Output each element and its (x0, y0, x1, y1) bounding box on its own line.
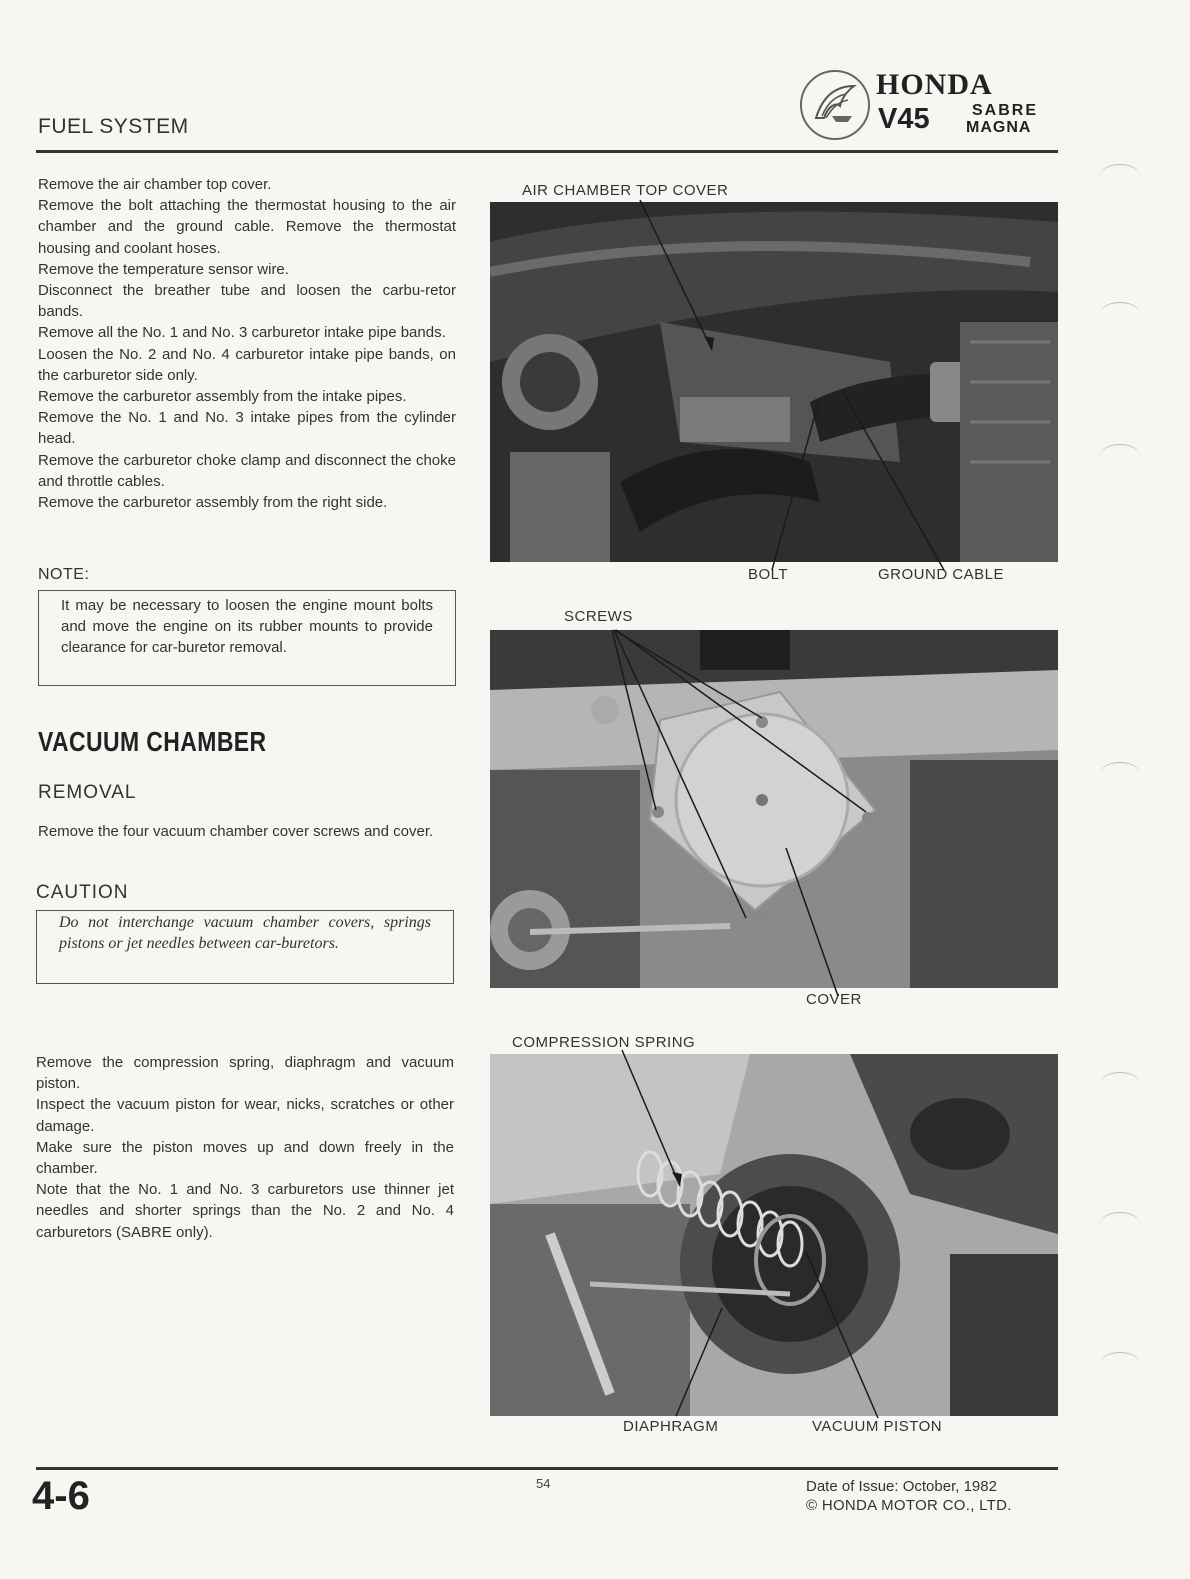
variant-magna: MAGNA (966, 119, 1032, 136)
section-title: FUEL SYSTEM (38, 115, 189, 138)
step-text: Remove the compression spring, diaphragm and vacuum piston. (36, 1054, 454, 1093)
step-text: Remove the No. 1 and No. 3 intake pipes from the cylinder head. (38, 409, 456, 448)
removal-steps (38, 174, 456, 513)
punch-hole-mark (1100, 444, 1140, 467)
step-text: Remove the carburetor choke clamp and disconnect the choke and throttle cables. (38, 451, 456, 490)
vacuum-chamber-cover-photo (490, 630, 1058, 988)
note-box (38, 590, 456, 686)
punch-hole-mark (1100, 1352, 1140, 1375)
step-text: Make sure the piston moves up and down freely in the chamber. (36, 1138, 454, 1178)
compression-spring-photo (490, 1054, 1058, 1416)
removal-text: Remove the four vacuum chamber cover screws and cover. (38, 823, 434, 840)
caution-label: CAUTION (36, 882, 129, 903)
header-rule (36, 150, 1058, 153)
copyright: © HONDA MOTOR CO., LTD. (806, 1497, 1012, 1514)
variant-sabre: SABRE (972, 102, 1039, 119)
label-air-chamber-top-cover: AIR CHAMBER TOP COVER (522, 182, 729, 199)
step-text: Remove all the No. 1 and No. 3 carburetor intake pipe bands. (38, 324, 446, 342)
punch-hole-mark (1100, 1072, 1140, 1095)
punch-hole-mark (1100, 1212, 1140, 1235)
label-vacuum-piston: VACUUM PISTON (812, 1418, 943, 1435)
note-label: NOTE: (38, 566, 90, 583)
caution-box (36, 910, 454, 984)
step-text: Disconnect the breather tube and loosen the carbu-retor bands. (38, 282, 456, 321)
step-text: Inspect the vacuum piston for wear, nicks, scratches or other damage. (36, 1096, 454, 1135)
step-text: Remove the bolt attaching the thermostat housing to the air chamber and the ground cable. Remove the thermostat housing and coolant hoses. (38, 197, 456, 257)
page-number: 54 (536, 1476, 551, 1491)
date-of-issue: Date of Issue: October, 1982 (806, 1478, 997, 1495)
label-cover: COVER (806, 991, 862, 1008)
label-diaphragm: DIAPHRAGM (623, 1418, 719, 1435)
punch-hole-mark (1100, 302, 1140, 325)
note-text: It may be necessary to loosen the engine mount bolts and move the engine on its rubber mounts to provide clearance for car-buretor removal. (61, 597, 433, 657)
step-text: Remove the carburetor assembly from the intake pipes. (38, 388, 407, 406)
sub-heading: REMOVAL (38, 782, 137, 803)
air-chamber-photo (490, 202, 1058, 562)
step-text: Note that the No. 1 and No. 3 carburetors use thinner jet needles and shorter springs than the No. 2 and No. 4 carburetors (SABRE only). (36, 1181, 454, 1241)
step-text: Remove the air chamber top cover. (38, 176, 272, 193)
label-ground-cable: GROUND CABLE (878, 566, 1005, 583)
section-heading: VACUUM CHAMBER (38, 726, 267, 757)
honda-wing-logo-icon (800, 70, 870, 140)
label-bolt: BOLT (748, 566, 789, 583)
step-text: Remove the temperature sensor wire. (38, 260, 289, 278)
footer-rule (36, 1467, 1058, 1470)
label-screws: SCREWS (564, 608, 633, 625)
step-text: Loosen the No. 2 and No. 4 carburetor intake pipe bands, on the carburetor side only. (38, 345, 456, 384)
caution-text: Do not interchange vacuum chamber covers, springs pistons or jet needles between car-buretors. (59, 914, 431, 952)
inspection-steps (36, 1052, 454, 1243)
step-text: Remove the carburetor assembly from the right side. (38, 494, 388, 512)
label-compression-spring: COMPRESSION SPRING (512, 1034, 696, 1051)
punch-hole-mark (1100, 762, 1140, 785)
model-name: V45 (878, 103, 930, 135)
punch-hole-mark (1100, 164, 1140, 187)
brand-name: HONDA (876, 68, 993, 101)
page-code: 4-6 (32, 1474, 90, 1518)
